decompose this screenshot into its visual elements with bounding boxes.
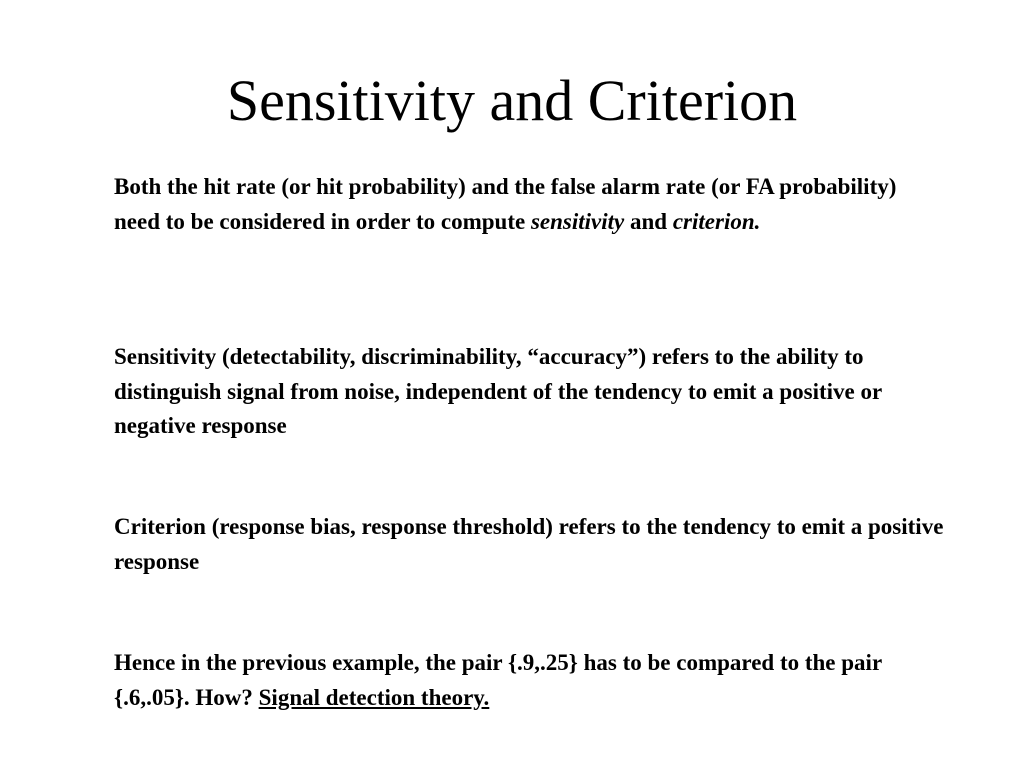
term-sensitivity: sensitivity (530, 208, 625, 234)
signal-detection-theory-link[interactable]: Signal detection theory. (258, 684, 490, 710)
paragraph-criterion-definition: Criterion (response bias, response threshold) refers to the tendency to emit a positive response (114, 514, 944, 574)
paragraph-text: and (624, 208, 673, 234)
slide-title: Sensitivity and Criterion (226, 68, 798, 133)
paragraph-text: Both the hit rate (or hit probability) and the false alarm rate (or FA probability) need to be considered in order to compute (114, 174, 897, 234)
paragraph-example-comparison (114, 646, 944, 715)
term-criterion: criterion. (672, 208, 761, 234)
paragraph-sensitivity-definition: Sensitivity (detectability, discriminability, “accuracy”) refers to the ability to distinguish signal from noise, independent of the tendency to emit a positive or negative response (114, 344, 882, 438)
paragraph-text: Hence in the previous example, the pair {.9,.25} has to be compared to the pair {.6,.05}. How? (114, 650, 882, 710)
paragraph-hit-fa-rates (114, 170, 944, 239)
